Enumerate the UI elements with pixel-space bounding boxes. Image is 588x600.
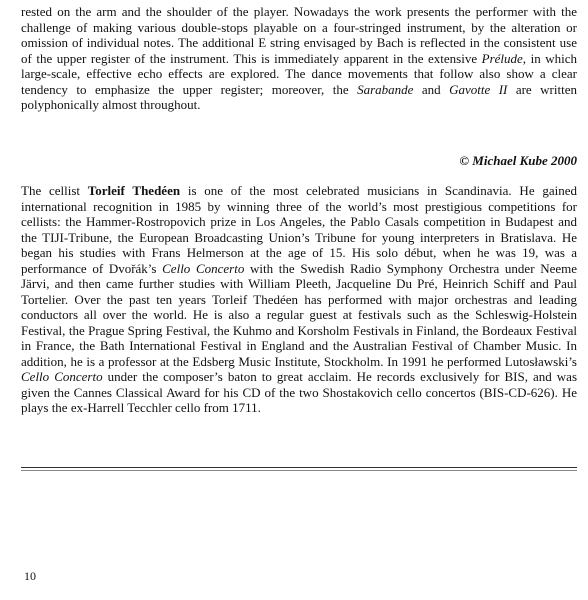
author-credit: © Michael Kube 2000 (459, 153, 577, 168)
page-number: 10 (24, 569, 36, 583)
work-title-lutoslawski: Cello Concerto (21, 369, 103, 384)
bach-text-4: are written polyphonically almost throughout. (21, 81, 577, 112)
gavotte-title: Gavotte II (449, 81, 508, 97)
section-divider-thin (21, 470, 577, 471)
artist-name: Torleif Thedéen (87, 183, 181, 198)
bach-text-3: and (413, 81, 450, 97)
prelude-title: Prélude (481, 50, 523, 66)
bio-text-1: The cellist (21, 183, 88, 198)
bio-text-4: under the composer’s baton to great acclaim. He records exclusively for BIS, and was given the Cannes Classical Award for his CD of the two Shostakovich cello concertos (BIS-CD-626). He plays the ex-Harrell Tecchler cello from 1711. (21, 369, 578, 415)
bio-text-2: is one of the most celebrated musicians in Scandinavia. He gained international recognition in 1985 by winning three of the world’s most prestigious competitions for cellists: the Hammer-Rostropovich prize in Los Angeles, the Pablo Casals competition in Budapest and the TIJI-Tribune, the European Broadcasting Union’s Tribune for young interpreters in Bratislava. He began his studies with Frans Helmerson at the age of 15. His solo début, when he was 19, was a performance of Dvořák’s (21, 183, 577, 276)
bach-text-2: , in which large-scale, effective echo effects are explored. The dance movements that follow also show a clear tendency to emphasize the upper register; moreover, the (21, 50, 577, 97)
biography-paragraph (21, 183, 577, 416)
bio-text-3: with the Swedish Radio Symphony Orchestra under Neeme Järvi, and then came further studies with William Pleeth, Jacqueline Du Pré, Heinrich Schiff and Paul Tortelier. Over the past ten years Torleif Thedéen has performed with major orchestras and leading conductors all over the world. He is also a regular guest at festivals such as the Schleswig-Holstein Festival, the Prague Spring Festival, the Kuhmo and Korsholm Festivals in Finland, the Bordeaux Festival in France, the Bath International Festival in England and the Australian Festival of Chamber Music. In addition, he is a professor at the Edsberg Music Institute, Stockholm. In 1991 he performed Lutosławski’s (21, 260, 578, 369)
sarabande-title: Sarabande (357, 81, 414, 97)
section-divider (21, 467, 577, 468)
work-title-dvorak: Cello Concerto (162, 260, 245, 276)
bach-paragraph (21, 4, 577, 113)
bach-text-1: rested on the arm and the shoulder of the player. Nowadays the work presents the performer with the challenge of making various double-stops playable on a four-stringed instrument, by the alteration or omission of individual notes. The additional E string envisaged by Bach is reflected in the consistent use of the upper register of the instrument. This is immediately apparent in the extensive (21, 4, 577, 66)
